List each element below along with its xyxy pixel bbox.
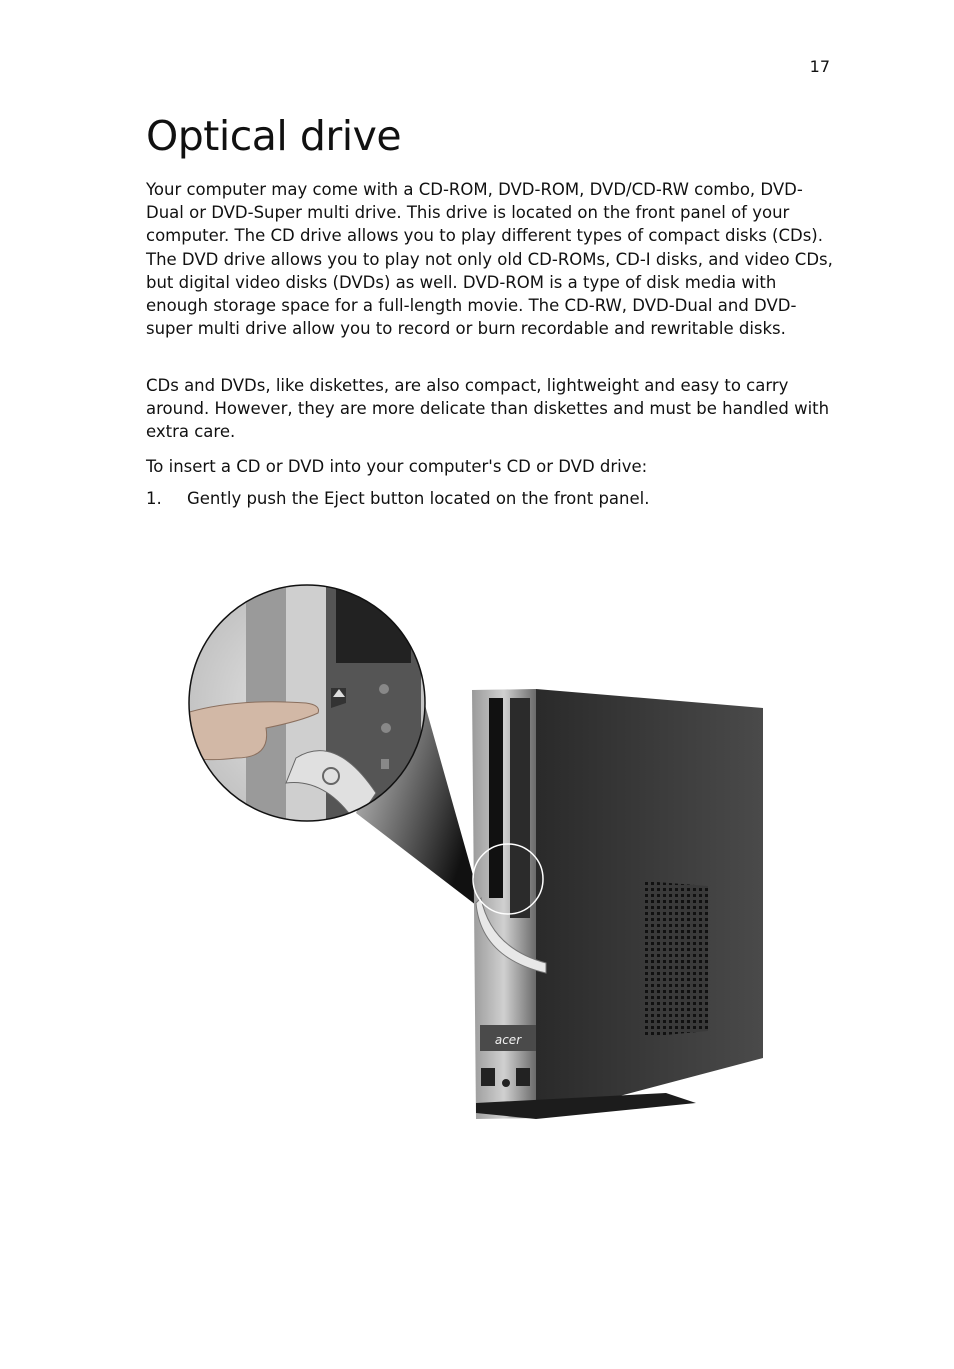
- network-indicator-icon: [379, 684, 389, 694]
- pc-eject-illustration: [176, 563, 792, 1149]
- disk-indicator-icon: [381, 723, 391, 733]
- page-number: 17: [809, 57, 830, 76]
- section-title: Optical drive: [146, 112, 402, 160]
- intro-paragraph: Your computer may come with a CD-ROM, DVD-ROM, DVD/CD-RW combo, DVD-Dual or DVD-Super multi drive. This drive is located on the front panel of your computer. The CD drive allows you to play different types of compact disks (CDs). The DVD drive allows you to play not only old CD-ROMs, CD-I disks, and video CDs, but digital video disks (DVDs) as well. DVD-ROM is a type of disk media with enough storage space for a full-length movie. The CD-RW, DVD-Dual and DVD-super multi drive allow you to record or burn recordable and rewritable disks.: [146, 180, 833, 339]
- lock-indicator-icon: [381, 759, 389, 769]
- step-number: 1.: [146, 489, 162, 508]
- computer-case: [472, 689, 763, 1119]
- step-text: Gently push the Eject button located on the front panel.: [187, 489, 650, 508]
- instruction-lead: To insert a CD or DVD into your computer's CD or DVD drive:: [146, 457, 648, 476]
- care-paragraph: CDs and DVDs, like diskettes, are also compact, lightweight and easy to carry around. However, they are more delicate than diskettes and must be handled with extra care.: [146, 376, 830, 442]
- brand-logo: acer: [494, 1033, 522, 1047]
